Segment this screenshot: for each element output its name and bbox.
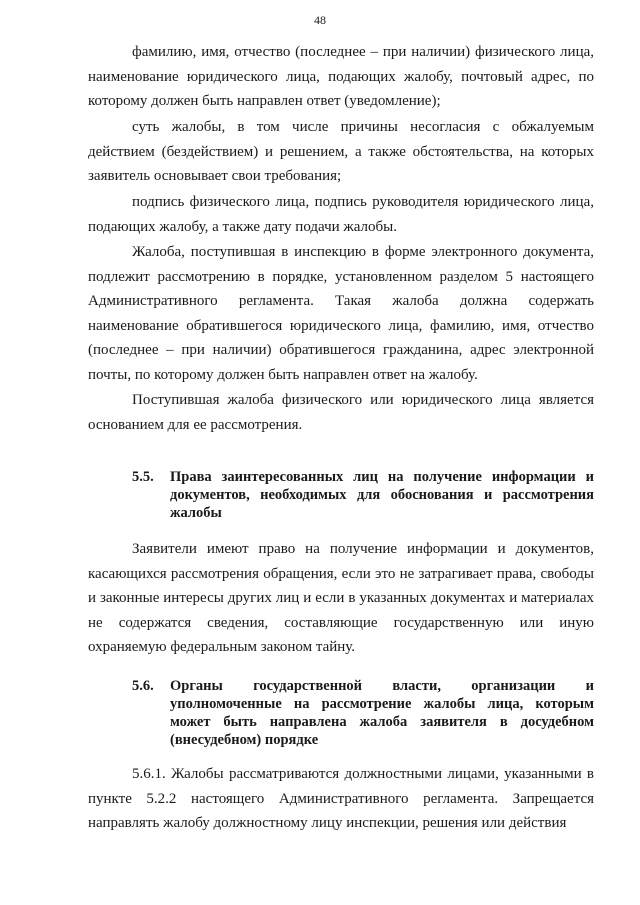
section-title-5-5: Права заинтересованных лиц на получение информации и документов, необходимых для обоснования и рассмотрения жалобы: [170, 469, 594, 521]
section-number-5-6: 5.6.: [132, 678, 154, 694]
section-number-5-5: 5.5.: [132, 469, 154, 485]
paragraph-complaint-basis: Поступившая жалоба физического или юридического лица является основанием для ее рассмотрения.: [88, 392, 594, 433]
paragraph-electronic-complaint: Жалоба, поступившая в инспекцию в форме электронного документа, подлежит рассмотрению в порядке, установленном разделом 5 настоящего Административного регламента. Такая жалоба должна содержать наименование обратившегося юридического лица, фамилию, имя, отчество (последнее – при наличии) обратившегося гражданина, адрес электронной почты, по которому должен быть направлен ответ на жалобу.: [88, 244, 594, 383]
paragraph-applicant-rights: Заявители имеют право на получение информации и документов, касающихся рассмотрения обращения, если это не затрагивает права, свободы и законные интересы других лиц и если в указанных документах и материалах не содержатся сведения, составляющие государственную или иную охраняемую федеральным законом тайну.: [88, 541, 594, 656]
paragraph-applicant-details: фамилию, имя, отчество (последнее – при наличии) физического лица, наименование юридического лица, подающих жалобу, почтовый адрес, по которому должен быть направлен ответ (уведомление);: [88, 44, 594, 110]
section-heading-5-5: [132, 468, 594, 522]
paragraph-signature: подпись физического лица, подпись руководителя юридического лица, подающих жалобу, а также дату подачи жалобы.: [88, 194, 594, 235]
paragraph-complaint-essence: суть жалобы, в том числе причины несогласия с обжалуемым действием (бездействием) и решением, а также обстоятельства, на которых заявитель основывает свои требования;: [88, 119, 594, 185]
section-heading-5-6: [132, 677, 594, 749]
section-title-5-6: Органы государственной власти, организации и уполномоченные на рассмотрение жалобы лица, которым может быть направлена жалоба заявителя в досудебном (внесудебном) порядке: [170, 678, 594, 748]
paragraph-5-6-1: 5.6.1. Жалобы рассматриваются должностными лицами, указанными в пункте 5.2.2 настоящего Административного регламента. Запрещается направлять жалобу должностному лицу инспекции, решения или действия: [88, 766, 594, 832]
page-number: 48: [314, 13, 326, 27]
